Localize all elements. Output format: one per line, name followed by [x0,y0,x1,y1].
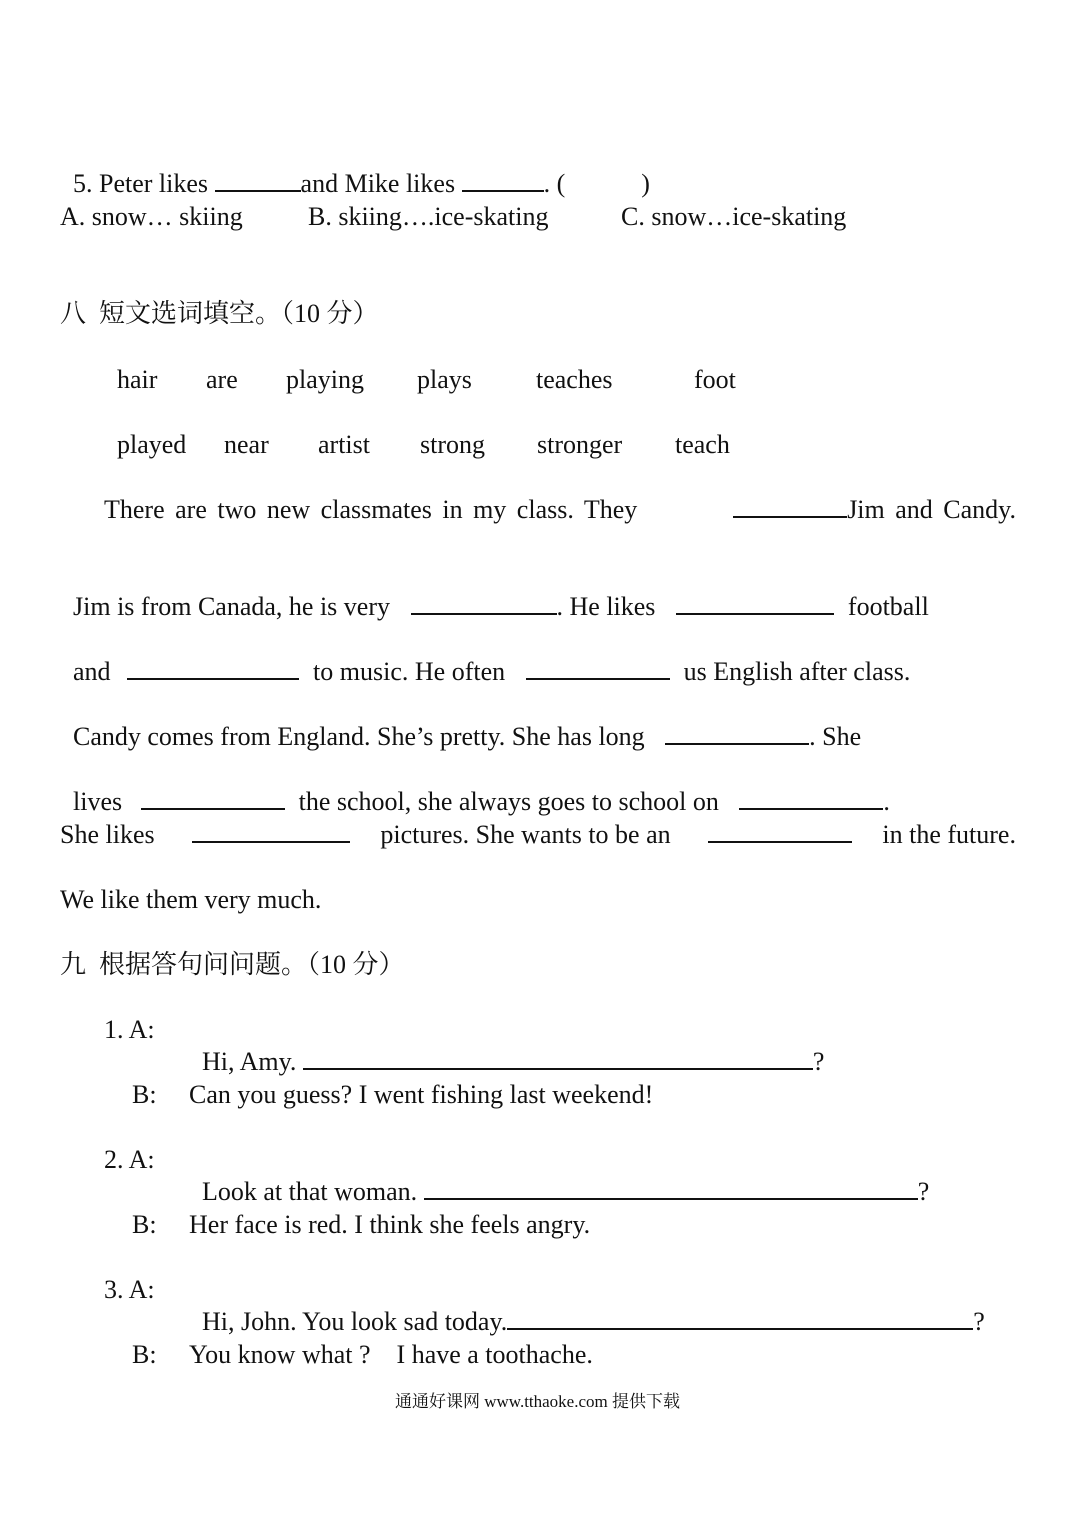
q9-2-blank[interactable] [424,1176,918,1200]
passage-text: She likes [60,820,162,849]
q9-1-b: Can you guess? I went fishing last weekend! [189,1080,654,1109]
passage-line-5 [60,754,890,818]
word-bank-item: played [117,430,187,459]
q9-1-num: 1. A: [104,1015,155,1044]
passage-text: . He likes [556,592,662,621]
q9-2-num: 2. A: [104,1145,155,1174]
q5-option-c: C. snow…ice-skating [621,202,847,231]
q5-close: ) [641,169,650,198]
word-bank-item: stronger [537,430,623,459]
word-bank-item: strong [420,430,485,459]
passage-blank-8[interactable] [739,786,883,810]
passage-text: pictures. She wants to be an [380,820,678,849]
q9-1-a [189,1014,824,1078]
word-bank-item: hair [117,365,158,394]
passage-line-7: We like them very much. [60,885,322,914]
q5-option-b: B. skiing….ice-skating [308,202,549,231]
word-bank-item: playing [286,365,364,394]
passage-text: football [847,592,929,621]
passage-text: There are two new classmates in my class. They [104,495,648,524]
passage-text: . [883,787,890,816]
section8-title: 八 短文选词填空。（10 分） [60,299,379,328]
passage-blank-3[interactable] [676,591,834,615]
page-footer: 通通好课网 www.tthaoke.com 提供下载 [394,1392,681,1411]
passage-text: Candy comes from England. She’s pretty. She has long [73,722,652,751]
passage-text: to music. He often [313,657,512,686]
dialogue-text: Hi, Amy. [202,1047,303,1076]
word-bank-item: near [224,430,269,459]
passage-blank-6[interactable] [665,721,809,745]
passage-blank-1[interactable] [733,494,847,518]
passage-text: the school, she always goes to school on [298,787,726,816]
passage-blank-4[interactable] [127,656,299,680]
word-bank-item: teach [675,430,730,459]
passage-line-3 [60,624,910,688]
passage-blank-2[interactable] [411,591,557,615]
q9-3-a [189,1274,985,1338]
question-mark: ? [973,1307,985,1336]
word-bank-item: artist [318,430,370,459]
q9-3-blank[interactable] [507,1306,973,1330]
q5-line [60,136,650,200]
passage-text: Jim is from Canada, he is very [73,592,397,621]
passage-text: and [73,657,118,686]
q9-3-b-label: B: [132,1340,157,1369]
passage-text: . She [809,722,862,751]
passage-blank-10[interactable] [708,819,852,843]
passage-blank-9[interactable] [192,819,350,843]
q9-2-b-label: B: [132,1210,157,1239]
word-bank-item: are [206,365,238,394]
q5-prefix: 5. Peter likes [73,169,215,198]
word-bank-item: foot [694,365,736,394]
dialogue-text: Look at that woman. [202,1177,424,1206]
question-mark: ? [812,1047,825,1076]
q9-3-b: You know what ? I have a toothache. [189,1340,593,1369]
passage-text: us English after class. [683,657,911,686]
section9-title: 九 根据答句问问题。（10 分） [60,950,405,979]
q5-end: . ( [543,169,566,198]
word-bank-item: plays [417,365,472,394]
passage-blank-7[interactable] [141,786,285,810]
q9-3-num: 3. A: [104,1275,155,1304]
passage-line-4 [60,689,861,753]
passage-text: Jim and Candy. [847,495,1016,524]
q5-option-a: A. snow… skiing [60,202,243,231]
dialogue-text: Hi, John. You look sad today. [202,1307,508,1336]
passage-text: lives [73,787,129,816]
q5-middle: and Mike likes [300,169,462,198]
passage-line-6 [60,819,1016,851]
q9-2-b: Her face is red. I think she feels angry. [189,1210,591,1239]
q9-1-b-label: B: [132,1080,157,1109]
word-bank-item: teaches [536,365,613,394]
passage-line-2 [60,559,929,623]
passage-blank-5[interactable] [526,656,670,680]
passage-line-1 [104,494,1016,526]
q5-blank-2[interactable] [462,168,544,192]
q9-1-blank[interactable] [303,1046,813,1070]
q9-2-a [189,1144,929,1208]
q5-blank-1[interactable] [215,168,301,192]
passage-text: in the future. [882,820,1016,849]
question-mark: ? [917,1177,930,1206]
